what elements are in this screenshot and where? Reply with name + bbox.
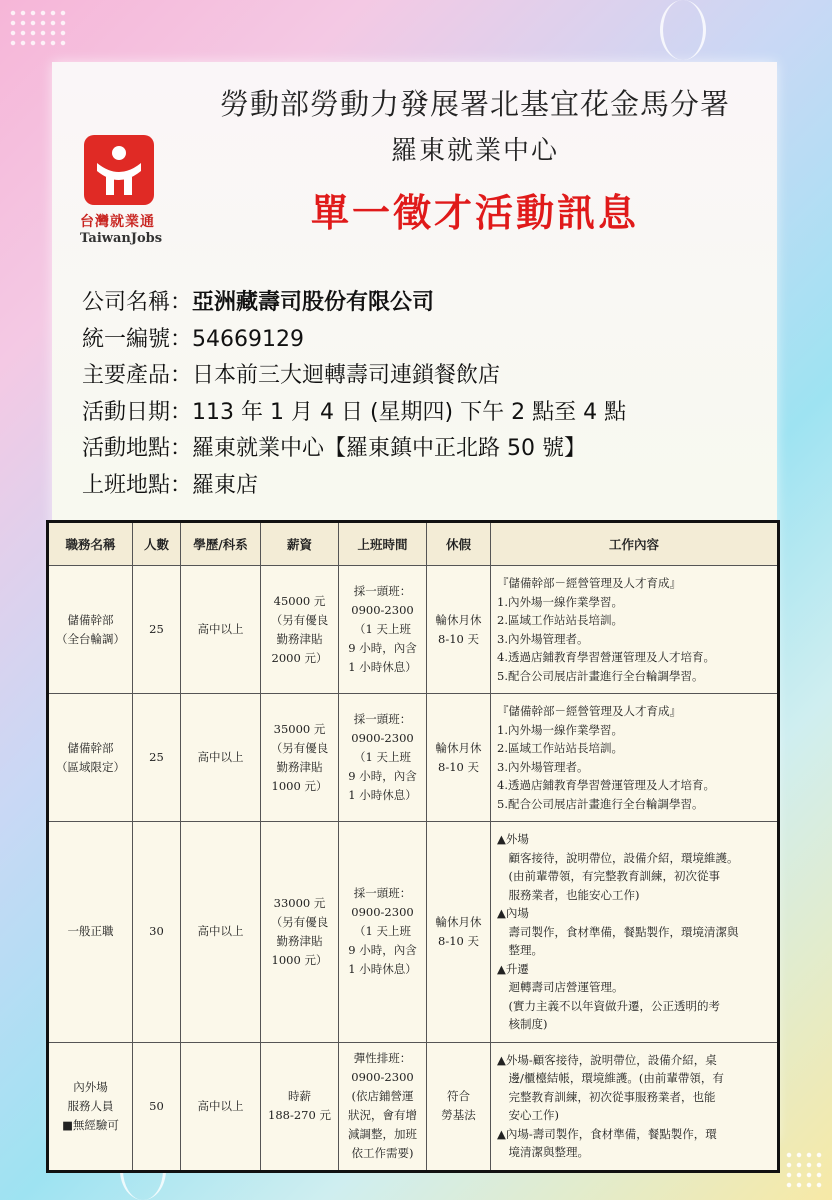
- table-row: [48, 694, 779, 822]
- center-title: 羅東就業中心: [390, 136, 559, 166]
- col-header: 職務名稱: [48, 522, 133, 566]
- col-header: 人數: [133, 522, 181, 566]
- info-value: 羅東店: [192, 472, 259, 498]
- job-leave: 輪休月休 8-10 天: [427, 694, 491, 822]
- job-hours: 採一頭班： 0900-2300 （1 天上班 9 小時，內含 1 小時休息）: [339, 694, 427, 822]
- info-label: 主要產品：: [82, 363, 193, 388]
- info-row-location: [82, 431, 782, 468]
- info-value: 亞洲藏壽司股份有限公司: [192, 290, 435, 315]
- col-header: 上班時間: [339, 522, 427, 566]
- col-header: 薪資: [261, 522, 339, 566]
- job-title: 一般正職: [48, 822, 133, 1043]
- job-salary: 33000 元 （另有優良 勤務津貼 1000 元）: [261, 822, 339, 1043]
- agency-title: 勞動部勞動力發展署北基宜花金馬分署: [219, 87, 730, 121]
- logo-text-zh: 台灣就業通: [80, 214, 155, 230]
- job-count: 25: [133, 694, 181, 822]
- job-title: 儲備幹部 （全台輪調）: [48, 566, 133, 694]
- job-hours: 彈性排班： 0900-2300 (依店鋪營運 狀況，會有增 減調整，加班 依工作需要): [339, 1042, 427, 1171]
- taiwanjobs-logo: [80, 135, 170, 260]
- job-title: 內外場 服務人員 ■無經驗可: [48, 1042, 133, 1171]
- info-row-products: [82, 358, 782, 395]
- job-count: 30: [133, 822, 181, 1043]
- decor-wave-top: [660, 0, 706, 60]
- info-row-date: [82, 395, 782, 432]
- decor-dots-top-left: [8, 8, 68, 48]
- info-row-company-name: [82, 285, 782, 322]
- job-title: 儲備幹部 （區域限定）: [48, 694, 133, 822]
- info-label: 活動地點：: [82, 436, 193, 461]
- job-education: 高中以上: [181, 1042, 261, 1171]
- job-salary: 時薪 188-270 元: [261, 1042, 339, 1171]
- logo-text-en: TaiwanJobs: [80, 231, 163, 246]
- job-hours: 採一頭班： 0900-2300 （1 天上班 9 小時，內含 1 小時休息）: [339, 822, 427, 1043]
- info-row-tax-id: [82, 322, 782, 359]
- job-content: ▲外場 顧客接待，說明帶位，設備介紹，環境維護。 (由前輩帶領，有完整教育訓練，初次從事 服務業者，也能安心工作) ▲內場 壽司製作，食材準備，餐點製作，環境清潔與 整理。 ▲升遷 迴轉壽司店營運管理。 (實力主義不以年資做升遷，公正透明的考 核制度): [491, 822, 779, 1043]
- col-header: 休假: [427, 522, 491, 566]
- event-title: 單一徵才活動訊息: [310, 191, 639, 235]
- col-header: 工作內容: [491, 522, 779, 566]
- info-value: 54669129: [192, 326, 304, 352]
- info-row-workplace: [82, 468, 782, 505]
- col-header: 學歷/科系: [181, 522, 261, 566]
- info-label: 統一編號：: [82, 326, 193, 352]
- decor-dots-bottom-right: [784, 1150, 824, 1190]
- job-hours: 採一頭班： 0900-2300 （1 天上班 9 小時，內含 1 小時休息）: [339, 566, 427, 694]
- job-salary: 45000 元 （另有優良 勤務津貼 2000 元）: [261, 566, 339, 694]
- job-content: 『儲備幹部－經營管理及人才育成』 1.內外場一線作業學習。 2.區域工作站站長培訓。 3.內外場管理者。 4.透過店鋪教育學習營運管理及人才培育。 5.配合公司展店計畫進行全台輪調學習。: [491, 694, 779, 822]
- jobs-table: [46, 520, 780, 1173]
- table-header-row: [48, 522, 779, 566]
- table-row: [48, 1042, 779, 1171]
- info-label: 上班地點：: [82, 472, 193, 498]
- job-content: 『儲備幹部－經營管理及人才育成』 1.內外場一線作業學習。 2.區域工作站站長培訓。 3.內外場管理者。 4.透過店鋪教育學習營運管理及人才培育。 5.配合公司展店計畫進行全台輪調學習。: [491, 566, 779, 694]
- table-row: [48, 822, 779, 1043]
- job-leave: 符合 勞基法: [427, 1042, 491, 1171]
- table-row: [48, 566, 779, 694]
- job-count: 50: [133, 1042, 181, 1171]
- job-education: 高中以上: [181, 694, 261, 822]
- info-value: 羅東就業中心【羅東鎮中正北路 50 號】: [192, 436, 586, 461]
- company-info: [82, 285, 782, 504]
- job-leave: 輪休月休 8-10 天: [427, 566, 491, 694]
- job-count: 25: [133, 566, 181, 694]
- logo-icon: [84, 135, 154, 205]
- info-label: 活動日期：: [82, 399, 193, 425]
- info-value: 113 年 1 月 4 日 (星期四) 下午 2 點至 4 點: [192, 399, 627, 425]
- job-education: 高中以上: [181, 822, 261, 1043]
- job-leave: 輪休月休 8-10 天: [427, 822, 491, 1043]
- job-education: 高中以上: [181, 566, 261, 694]
- info-value: 日本前三大迴轉壽司連鎖餐飲店: [192, 363, 501, 388]
- job-content: ▲外場-顧客接待，說明帶位，設備介紹，桌 邊/櫃檯結帳，環境維護。(由前輩帶領，有 完整教育訓練，初次從事服務業者，也能 安心工作) ▲內場-壽司製作，食材準備，餐點製作，環 境清潔與整理。: [491, 1042, 779, 1171]
- job-salary: 35000 元 （另有優良 勤務津貼 1000 元）: [261, 694, 339, 822]
- info-label: 公司名稱：: [82, 290, 193, 315]
